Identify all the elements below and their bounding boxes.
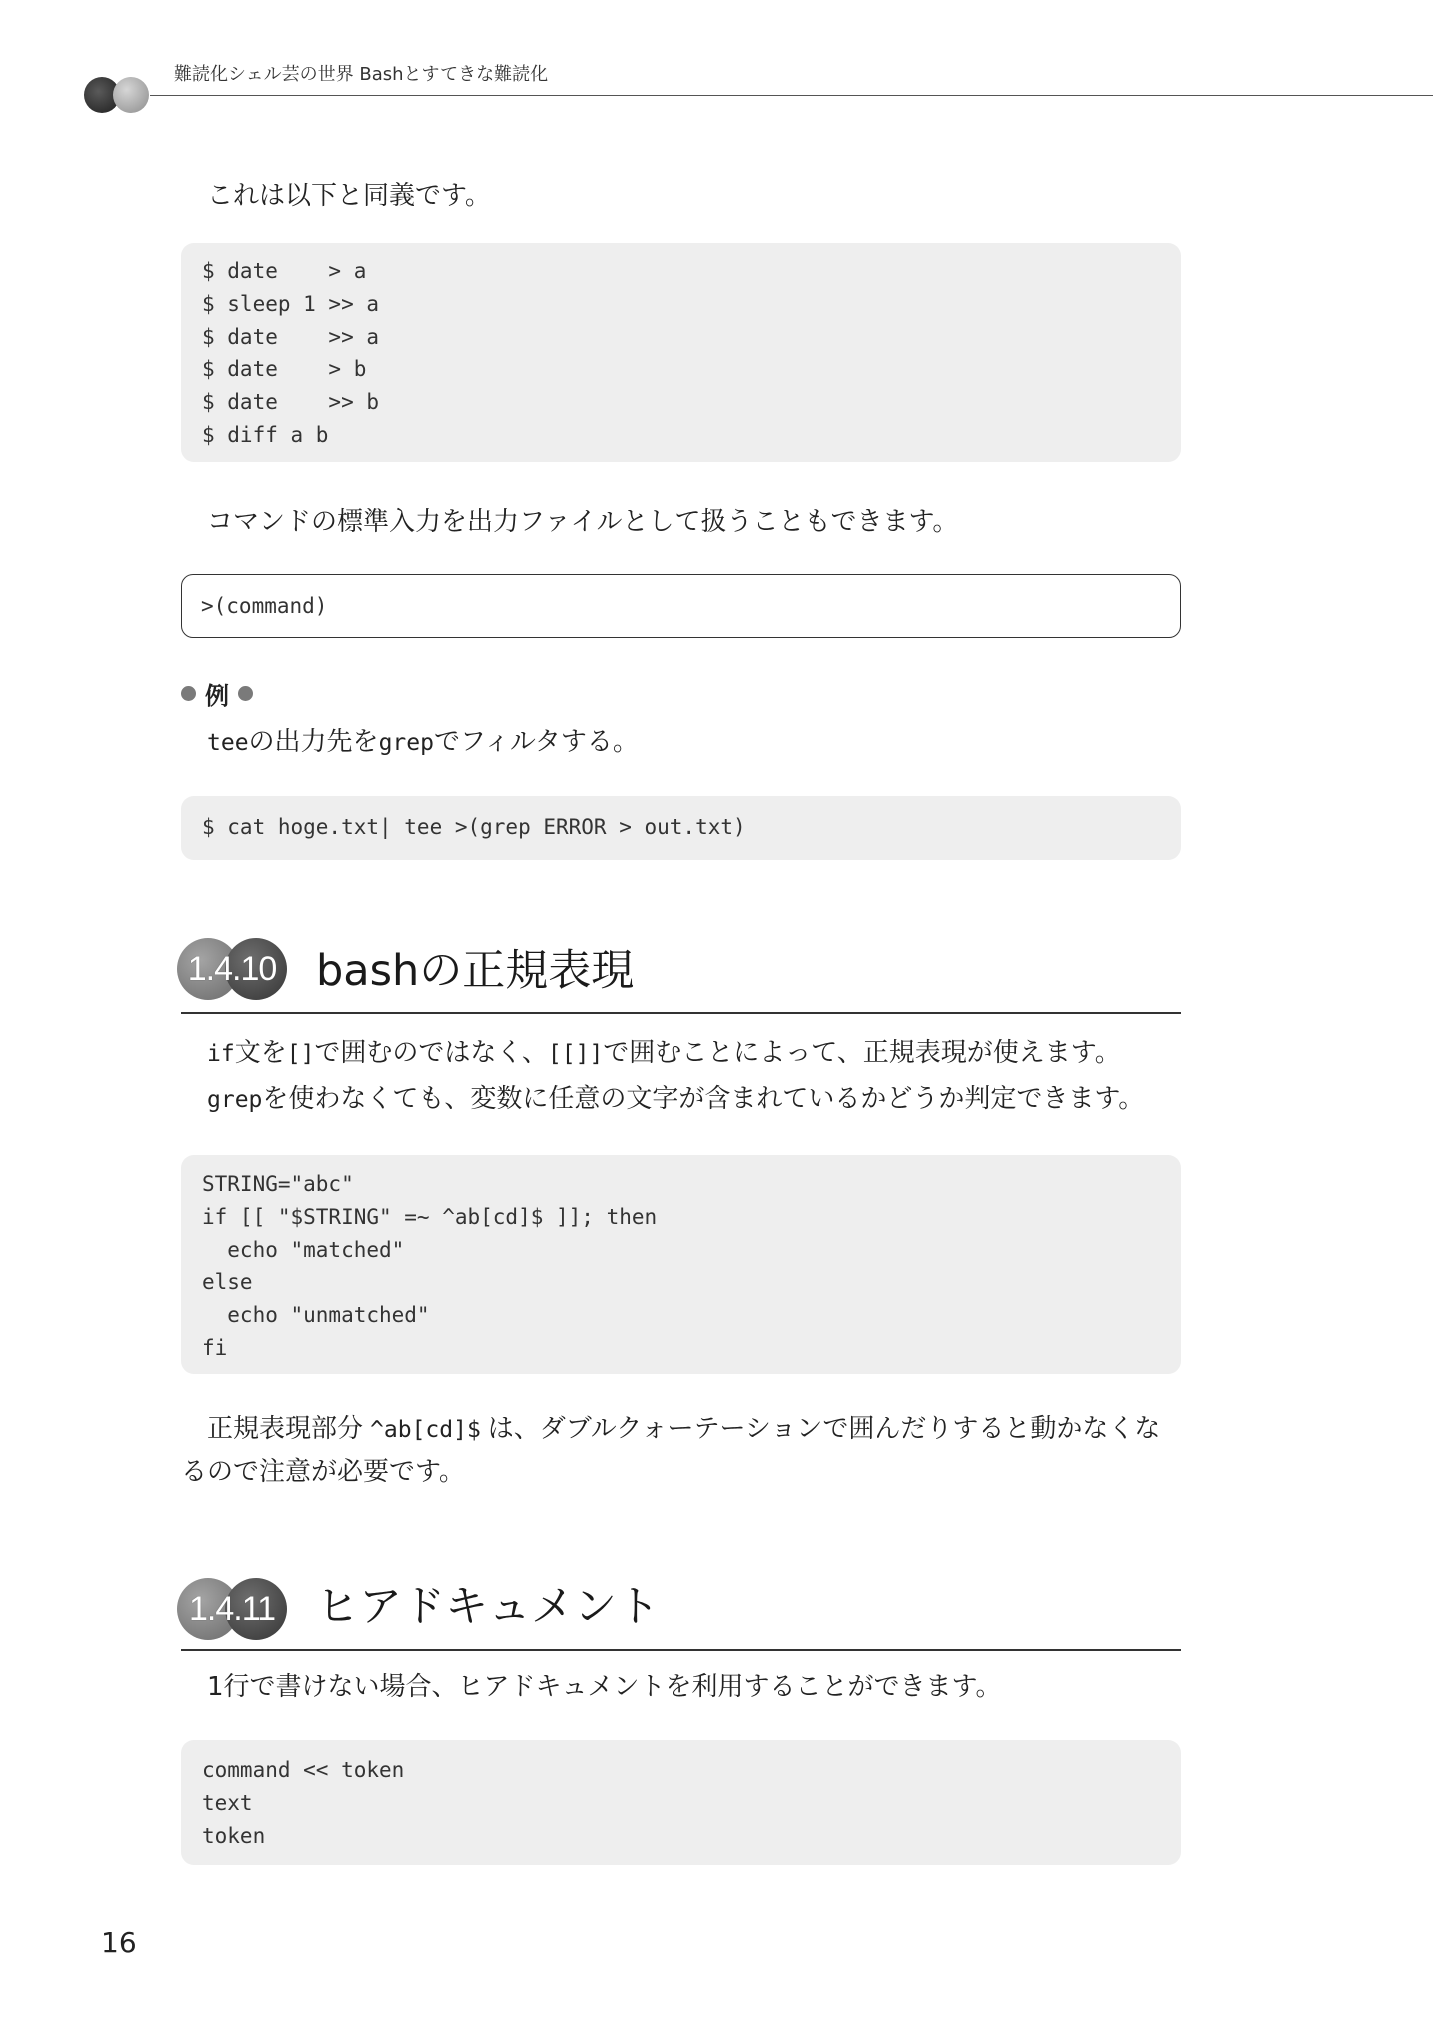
code-line: text [202,1790,253,1815]
header-rule [150,95,1433,96]
inline-code: grep [207,1087,263,1113]
code-block [181,243,1181,462]
paragraph-text: で囲むことによって、正規表現が使えます。 [603,1038,1121,1068]
section-title: bashの正規表現 [316,946,635,996]
code-line: $ diff a b [202,422,329,447]
paragraph-text: 正規表現部分 [207,1414,364,1444]
inline-code: [[]] [547,1041,604,1067]
inline-code: grep [378,730,434,756]
running-header-title: 難読化シェル芸の世界 Bashとすてきな難読化 [174,64,549,85]
section-title: ヒアドキュメント [316,1582,660,1632]
code-line: $ date > b [202,357,367,382]
page-number: 16 [101,1926,137,1959]
code-block [181,796,1181,860]
body-paragraph: これは以下と同義です。 [207,181,491,211]
code-line: $ date > a [202,259,367,283]
section-number-badge [177,1578,287,1640]
inline-code: [] [286,1041,315,1067]
body-paragraph: コマンドの標準入力を出力ファイルとして扱うこともできます。 [207,507,959,537]
code-block [181,1740,1181,1865]
paragraph-text: でフィルタする。 [433,727,639,757]
code-line: $ cat hoge.txt| tee >(grep ERROR > out.txt) [202,815,746,839]
body-paragraph: 1行で書けない場合、ヒアドキュメントを利用することができます。 [207,1672,1002,1702]
code-line: STRING="abc" [202,1172,354,1196]
code-line: echo "matched" [202,1237,405,1262]
code-line: fi [202,1335,228,1360]
code-block [181,1155,1181,1374]
code-line: command << token [202,1758,405,1782]
code-line: token [202,1823,266,1848]
section-number: 1.4.11 [188,1590,275,1628]
code-line: if [[ "$STRING" =~ ^ab[cd]$ ]]; then [202,1204,658,1229]
code-line: $ date >> b [202,390,380,415]
inline-code: ^ab[cd]$ [370,1417,481,1443]
code-line: $ sleep 1 >> a [202,291,380,316]
inline-code: if [207,1041,235,1067]
body-paragraph-continuation: るので注意が必要です。 [181,1457,465,1487]
paragraph-text: で囲むのではなく、 [314,1038,548,1068]
paragraph-text: の出力先を [248,727,379,757]
body-paragraph [181,1031,1181,1076]
code-line: $ date >> a [202,324,380,349]
example-label [181,677,253,709]
header-ornament-light-circle-icon [113,77,149,113]
section-rule [181,1012,1181,1014]
bullet-dot-icon [181,686,196,701]
paragraph-text: を使わなくても、変数に任意の文字が含まれているかどうか判定できます。 [262,1084,1145,1114]
syntax-box: >(command) [181,574,1181,638]
section-rule [181,1649,1181,1651]
body-paragraph [181,720,1181,765]
code-line: else [202,1270,253,1295]
paragraph-text: は、ダブルクォーテーションで囲んだりすると動かなくな [487,1414,1161,1444]
bullet-dot-icon [238,686,253,701]
section-number: 1.4.10 [187,950,277,988]
paragraph-text: 文を [234,1038,287,1068]
code-line: echo "unmatched" [202,1303,430,1328]
section-number-badge [177,938,287,1000]
example-label-text: 例 [205,681,229,710]
body-paragraph [181,1077,1181,1122]
body-paragraph [181,1407,1181,1452]
inline-code: tee [207,730,249,756]
